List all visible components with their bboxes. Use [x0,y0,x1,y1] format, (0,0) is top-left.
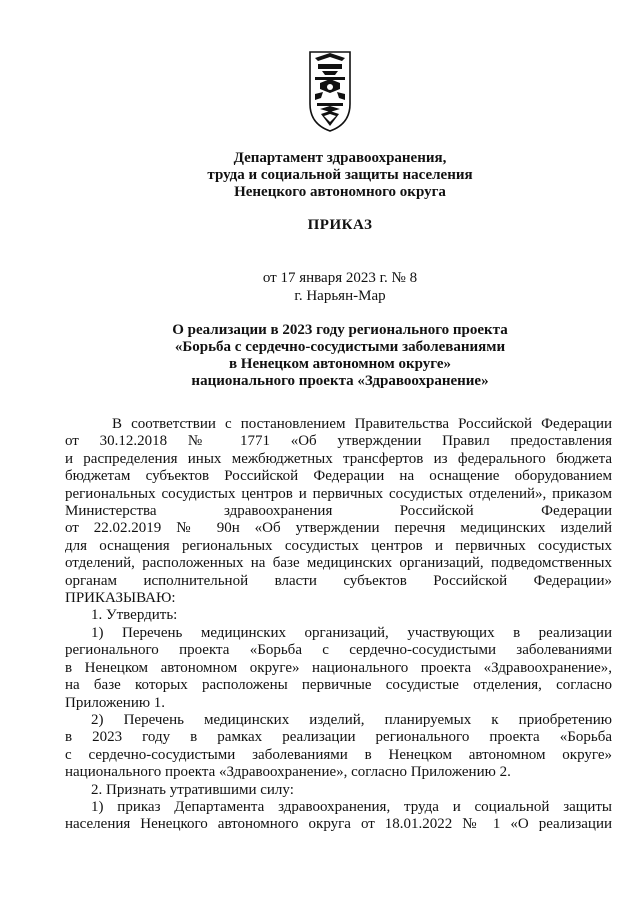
item-1-1-line: 1) Перечень медицинских организаций, участвующих в реализации [91,624,612,641]
preamble-line: отделений, расположенных на базе медицинских организаций, подведомственных [65,555,612,572]
preamble-line: от 30.12.2018 № 1771 «Об утверждении Правил предоставления [65,433,612,450]
department-line-3: Ненецкого автономного округа [234,184,446,200]
department-line-2: труда и социальной защиты населения [207,167,473,183]
document-date-number: от 17 января 2023 г. № 8 [262,270,418,286]
preamble-line: органам исполнительной власти субъектов Российской Федерации» [65,572,612,589]
item-2-label: 2. Признать утратившими силу: [91,781,294,798]
item-2-1-line: населения Ненецкого автономного округа от 18.01.2022 № 1 «О реализации [65,816,612,833]
preamble-line: бюджетам субъектов Российской Федерации на оснащение оборудованием [65,468,612,485]
preamble-line: и распределения иных межбюджетных трансфертов из федерального бюджета [65,450,612,467]
document-city: г. Нарьян-Мар [294,288,386,304]
item-1-2-line: 2) Перечень медицинских изделий, планируемых к приобретению [91,711,612,728]
subject-line-2: «Борьба с сердечно-сосудистыми заболеваниями [174,339,506,355]
item-1-1-line: регионального проекта «Борьба с сердечно-сосудистыми заболеваниями [65,642,612,659]
preamble-line: региональных сосудистых центров и первичных сосудистых отделений», приказом [65,485,612,502]
item-1-2-line: с сердечно-сосудистыми заболеваниями в Ненецком автономном округе» [65,746,612,763]
preamble-line: для оснащения региональных сосудистых центров и первичных сосудистых [65,537,612,554]
document-type-title: ПРИКАЗ [307,217,373,233]
item-1-1-line: в Ненецком автономном округе» национального проекта «Здравоохранение», [65,659,612,676]
item-1-1-line: Приложению 1. [65,694,166,711]
department-header [40,150,640,201]
preamble-line: Министерства здравоохранения Российской Федерации [65,503,612,520]
item-2-1-paragraph [65,799,612,834]
item-1-1-paragraph [65,625,612,712]
preamble-line: от 22.02.2019 № 90н «Об утверждении перечня медицинских изделий [65,520,612,537]
department-line-1: Департамент здравоохранения, [233,150,447,166]
item-1-heading [65,607,612,624]
item-2-1-line: 1) приказ Департамента здравоохранения, труда и социальной защиты [91,798,612,815]
subject-line-4: национального проекта «Здравоохранение» [191,373,489,389]
item-1-1-line: на базе которых расположены первичные сосудистые отделения, согласно [65,677,612,694]
subject-line-3: в Ненецком автономном округе» [228,356,452,372]
preamble-paragraph [65,416,612,607]
coat-of-arms-emblem [307,48,353,133]
item-2-heading [65,782,612,799]
item-1-2-line: в 2023 году в рамках реализации регионального проекта «Борьба [65,729,612,746]
subject-line-1: О реализации в 2023 году регионального проекта [172,322,508,338]
preamble-line: В соответствии с постановлением Правительства Российской Федерации [112,416,612,432]
item-1-label: 1. Утвердить: [91,607,178,624]
item-1-2-line: национального проекта «Здравоохранение», согласно Приложению 2. [65,764,511,781]
order-word: ПРИКАЗЫВАЮ: [65,590,176,607]
item-1-2-paragraph [65,712,612,782]
document-subject [40,322,640,390]
document-body [65,416,612,834]
